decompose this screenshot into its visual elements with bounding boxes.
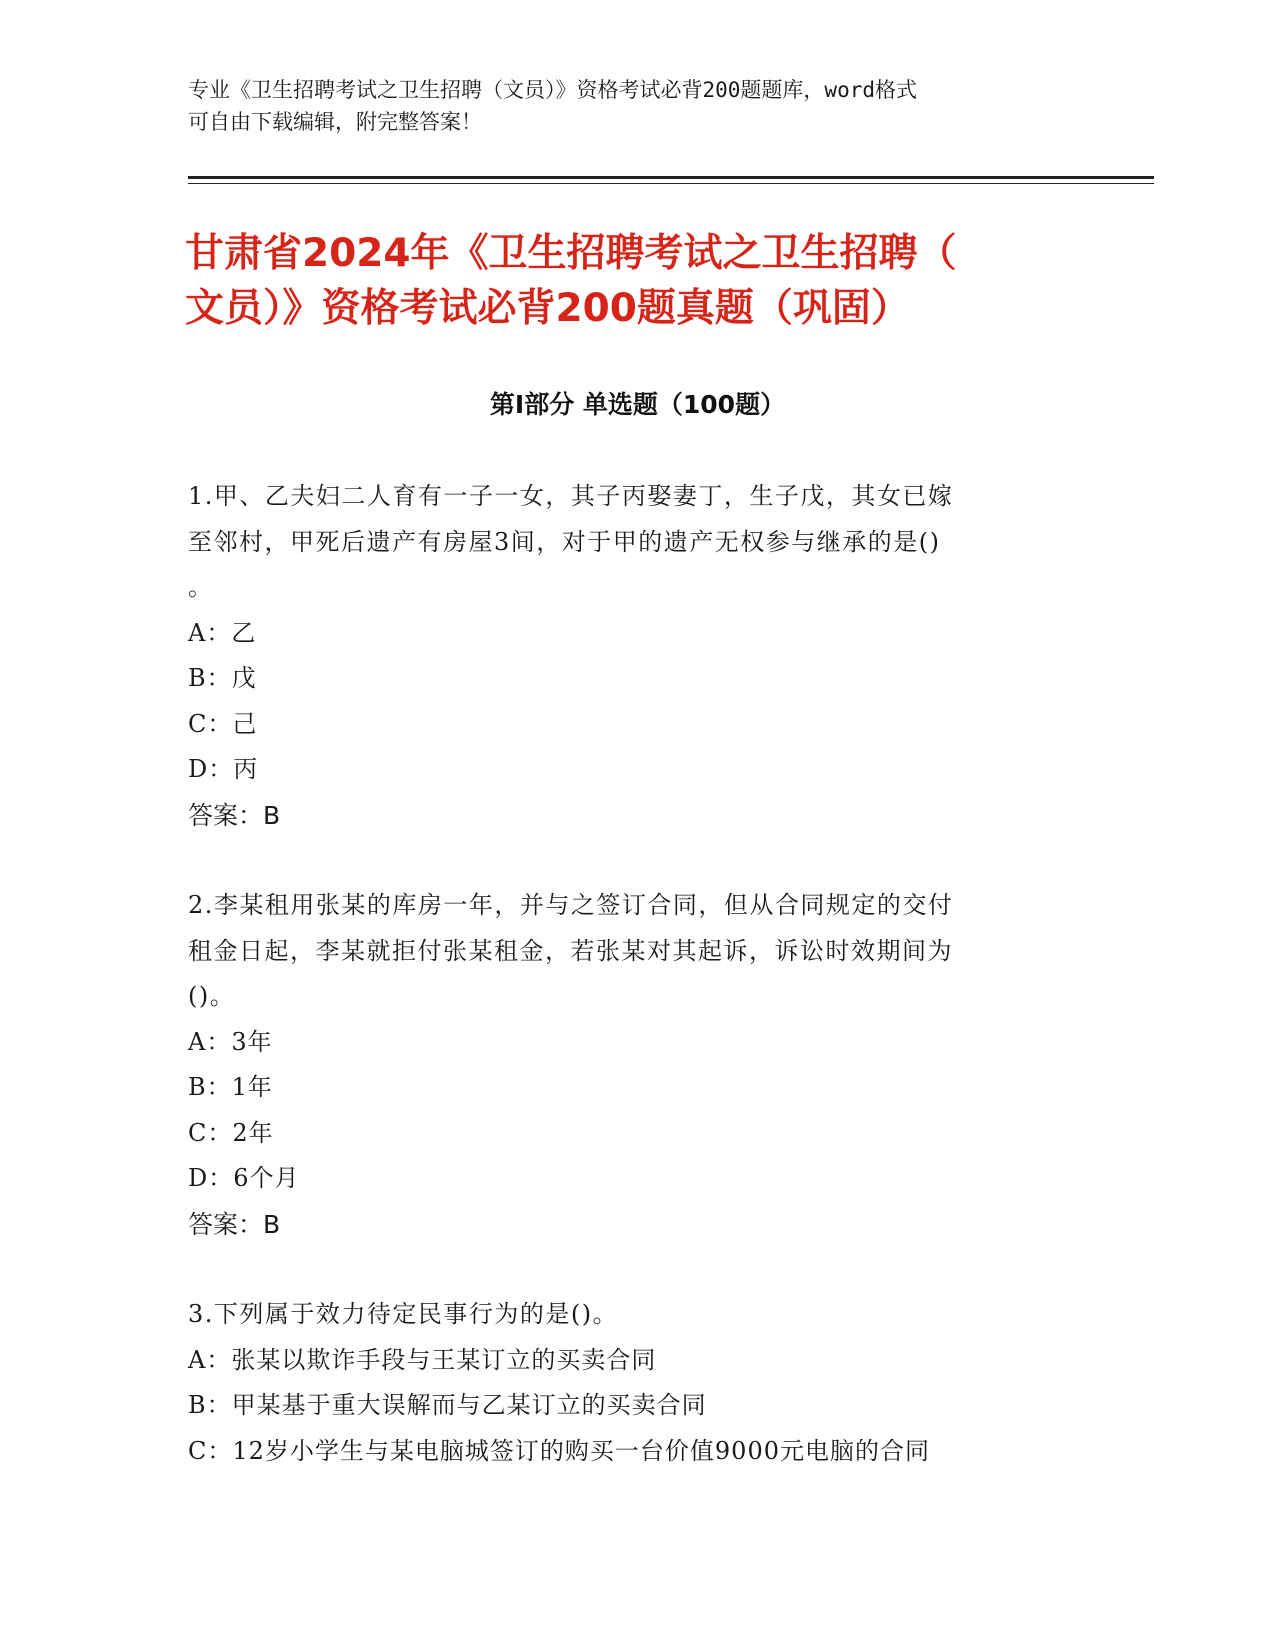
header-divider-thick <box>188 176 1154 179</box>
question-stem-line: 2.李某租用张某的库房一年，并与之签订合同，但从合同规定的交付 <box>188 891 954 919</box>
question-list <box>188 474 1068 1519</box>
header-note-line-1: 专业《卫生招聘考试之卫生招聘（文员）》资格考试必背200题题库，word格式 <box>188 78 917 102</box>
question-stem-line: 租金日起，李某就拒付张某租金，若张某对其起诉，诉讼时效期间为 <box>188 936 953 965</box>
question-3 <box>188 1292 1068 1474</box>
option-c: C：己 <box>188 709 258 738</box>
header-divider-thin <box>188 183 1154 184</box>
option-b: B：戊 <box>188 664 257 692</box>
option-c: C：2年 <box>188 1118 274 1147</box>
question-stem-line: 1.甲、乙夫妇二人育有一子一女，其子丙娶妻丁，生子戊，其女已嫁 <box>188 482 954 510</box>
option-b: B：1年 <box>188 1073 273 1101</box>
question-stem-line: ()。 <box>188 982 236 1010</box>
question-stem-line: 至邻村，甲死后遗产有房屋3间，对于甲的遗产无权参与继承的是() <box>188 527 941 556</box>
option-a: A：乙 <box>188 618 257 647</box>
question-stem-line: 3.下列属于效力待定民事行为的是()。 <box>188 1300 619 1328</box>
document-title <box>185 226 1125 336</box>
answer: 答案：B <box>188 800 281 830</box>
header-note-line-2: 可自由下载编辑，附完整答案！ <box>188 110 482 134</box>
answer: 答案：B <box>188 1209 281 1239</box>
section-title: 第Ⅰ部分 单选题（100题） <box>489 390 786 419</box>
option-c: C：12岁小学生与某电脑城签订的购买一台价值9000元电脑的合同 <box>188 1436 930 1465</box>
document-title-line-2: 文员）》资格考试必背200题真题（巩固） <box>185 286 910 331</box>
question-1 <box>188 474 1068 838</box>
document-title-line-1: 甘肃省2024年《卫生招聘考试之卫生招聘（ <box>185 231 957 276</box>
option-a: A：张某以欺诈手段与王某订立的买卖合同 <box>188 1345 657 1374</box>
option-d: D：丙 <box>188 755 259 783</box>
question-2 <box>188 883 1068 1247</box>
option-b: B：甲某基于重大误解而与乙某订立的买卖合同 <box>188 1391 707 1419</box>
option-a: A：3年 <box>188 1027 273 1056</box>
header-note <box>188 74 1088 138</box>
question-stem-line: 。 <box>188 573 214 601</box>
option-d: D：6个月 <box>188 1164 300 1192</box>
